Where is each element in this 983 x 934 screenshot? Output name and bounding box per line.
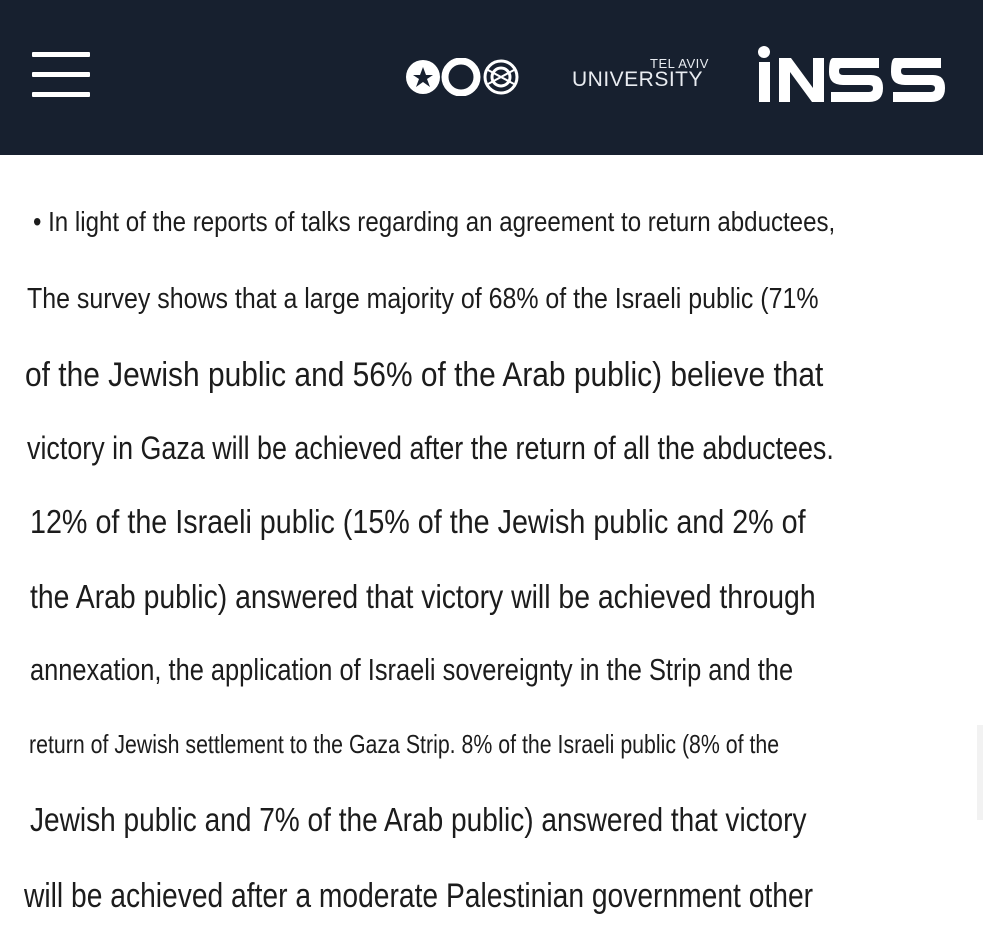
article-content bbox=[0, 155, 983, 934]
partner-logos bbox=[404, 58, 522, 96]
logo-city-text: TEL AVIV bbox=[650, 56, 709, 71]
article-line: 12% of the Israeli public (15% of the Jewish public and 2% of bbox=[30, 503, 806, 540]
tel-aviv-university-logo[interactable] bbox=[572, 52, 732, 98]
site-header bbox=[0, 0, 983, 155]
article-line: victory in Gaza will be achieved after the return of all the abductees. bbox=[27, 430, 834, 466]
scrollbar[interactable] bbox=[977, 725, 983, 820]
article-line: The survey shows that a large majority of 68% of the Israeli public (71% bbox=[27, 283, 819, 315]
emblem-circle-icon bbox=[406, 60, 440, 94]
article-line: the Arab public) answered that victory will be achieved through bbox=[30, 578, 816, 615]
article-line: of the Jewish public and 56% of the Arab public) believe that bbox=[25, 356, 824, 394]
article-line: return of Jewish settlement to the Gaza Strip. 8% of the Israeli public (8% of the bbox=[29, 729, 780, 759]
article-line: Jewish public and 7% of the Arab public) answered that victory bbox=[30, 801, 807, 838]
inss-logo[interactable] bbox=[755, 44, 945, 106]
ring-circle-icon bbox=[445, 61, 477, 93]
hamburger-menu-icon[interactable] bbox=[32, 52, 90, 98]
logo-university-text: UNIVERSITY bbox=[572, 68, 704, 91]
article-line: annexation, the application of Israeli sovereignty in the Strip and the bbox=[30, 652, 794, 687]
article-line: • In light of the reports of talks regarding an agreement to return abductees, bbox=[33, 206, 836, 237]
article-line: will be achieved after a moderate Palestinian government other bbox=[24, 877, 814, 915]
knot-circle-icon bbox=[485, 61, 517, 93]
